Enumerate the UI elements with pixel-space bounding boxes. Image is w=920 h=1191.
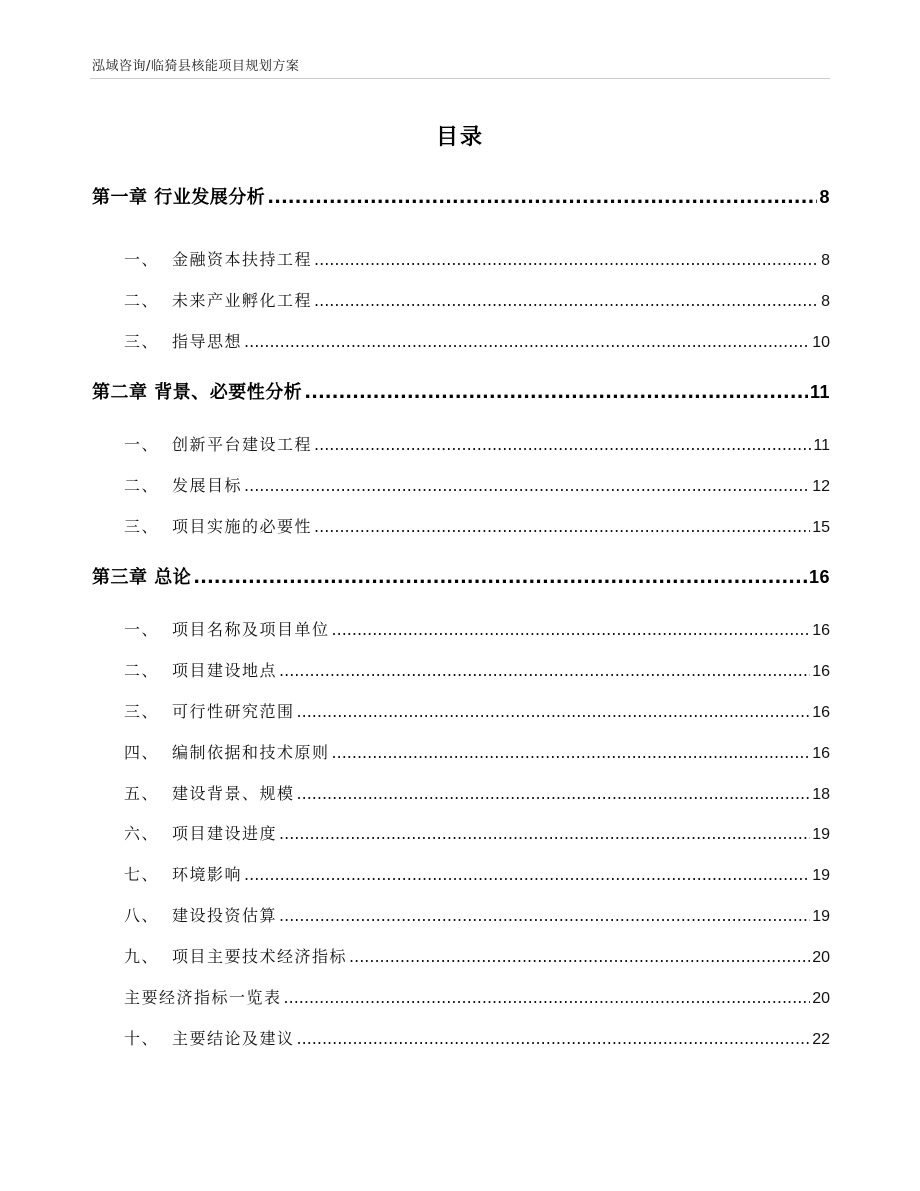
toc-section-number: 七、: [124, 865, 160, 884]
toc-section-number: 五、: [124, 784, 160, 803]
toc-entry-label: 项目名称及项目单位: [172, 620, 330, 639]
toc-leader-dots: [332, 743, 811, 762]
toc-section-2-3[interactable]: [124, 514, 830, 537]
toc-leader-dots: [284, 988, 811, 1007]
toc-entry-label: 建设投资估算: [172, 906, 278, 925]
toc-entry-label: 项目实施的必要性: [172, 517, 313, 536]
toc-page-number: 16: [812, 704, 830, 721]
toc-section-3-3[interactable]: [124, 699, 830, 722]
toc-entry-label: 第二章 背景、必要性分析: [92, 382, 303, 403]
toc-leader-dots: [244, 332, 810, 351]
toc-leader-dots: [314, 435, 811, 454]
toc-section-3-10[interactable]: [124, 1026, 830, 1049]
toc-entry-label: 建设背景、规模: [172, 784, 295, 803]
toc-leader-dots: [297, 1029, 811, 1048]
toc-section-1-2[interactable]: [124, 288, 830, 311]
toc-section-number: 三、: [124, 517, 160, 536]
toc-section-3-5[interactable]: [124, 781, 830, 804]
toc-page-number: 8: [821, 252, 830, 269]
toc-entry-label: 项目建设地点: [172, 661, 278, 680]
toc-page-number: 12: [812, 478, 830, 495]
toc-title: 目录: [435, 125, 484, 150]
toc-leader-dots: [297, 702, 811, 721]
toc-entry-label: 发展目标: [172, 476, 243, 495]
toc-leader-dots: [314, 291, 819, 310]
toc-section-number: 二、: [124, 291, 160, 310]
toc-section-3-9[interactable]: [124, 944, 830, 967]
toc-leader-dots: [244, 865, 810, 884]
toc-entry-label: 指导思想: [172, 332, 243, 351]
toc-section-number: 四、: [124, 743, 160, 762]
toc-page-number: 20: [812, 949, 830, 966]
toc-leader-dots: [314, 250, 819, 269]
toc-leader-dots: [279, 661, 810, 680]
toc-section-number: 二、: [124, 476, 160, 495]
toc-page-number: 16: [812, 663, 830, 680]
toc-entry-label: 编制依据和技术原则: [172, 743, 330, 762]
toc-section-number: 九、: [124, 947, 160, 966]
toc-subsection-key-indicators[interactable]: [124, 985, 830, 1008]
toc-page-number: 8: [821, 293, 830, 310]
toc-section-2-1[interactable]: [124, 432, 830, 455]
toc-leader-dots: [349, 947, 810, 966]
toc-entry-label: 第三章 总论: [92, 567, 192, 588]
toc-entry-label: 项目建设进度: [172, 824, 278, 843]
toc-entry-label: 主要结论及建议: [172, 1029, 295, 1048]
toc-section-1-3[interactable]: [124, 329, 830, 352]
toc-page-number: 11: [813, 437, 830, 454]
toc-page-number: 19: [812, 867, 830, 884]
toc-leader-dots: [314, 517, 810, 536]
toc-section-3-6[interactable]: [124, 821, 830, 844]
toc-page-number: 19: [812, 826, 830, 843]
toc-entry-label: 创新平台建设工程: [172, 435, 313, 454]
toc-section-3-7[interactable]: [124, 862, 830, 885]
toc-section-1-1[interactable]: [124, 247, 830, 270]
toc-entry-label: 未来产业孵化工程: [172, 291, 313, 310]
toc-page-number: 11: [809, 382, 830, 402]
toc-section-number: 十、: [124, 1029, 160, 1048]
toc-leader-dots: [279, 906, 810, 925]
toc-entry-label: 环境影响: [172, 865, 243, 884]
toc-page-number: 16: [812, 622, 830, 639]
toc-page-number: 18: [812, 786, 830, 803]
toc-page-number: 8: [819, 187, 830, 207]
toc-section-number: 一、: [124, 250, 160, 269]
toc-page-number: 16: [812, 745, 830, 762]
toc-entry-label: 主要经济指标一览表: [124, 988, 282, 1007]
toc-leader-dots: [267, 187, 817, 208]
running-header: 泓域咨询/临猗县核能项目规划方案: [92, 59, 300, 74]
toc-entry-label: 第一章 行业发展分析: [92, 187, 266, 208]
toc-section-number: 一、: [124, 435, 160, 454]
toc-chapter-2[interactable]: [92, 378, 830, 404]
toc-leader-dots: [297, 784, 811, 803]
toc-section-3-2[interactable]: [124, 658, 830, 681]
toc-section-number: 一、: [124, 620, 160, 639]
toc-entry-label: 金融资本扶持工程: [172, 250, 313, 269]
toc-page-number: 10: [812, 334, 830, 351]
toc-section-number: 三、: [124, 332, 160, 351]
toc-section-3-1[interactable]: [124, 617, 830, 640]
toc-entry-label: 可行性研究范围: [172, 702, 295, 721]
toc-leader-dots: [193, 567, 807, 588]
toc-entry-label: 项目主要技术经济指标: [172, 947, 348, 966]
toc-leader-dots: [279, 824, 810, 843]
toc-page-number: 15: [812, 519, 830, 536]
toc-page-number: 16: [808, 567, 830, 587]
toc-section-number: 二、: [124, 661, 160, 680]
toc-section-number: 六、: [124, 824, 160, 843]
toc-page-number: 19: [812, 908, 830, 925]
toc-chapter-3[interactable]: [92, 563, 830, 589]
toc-section-3-4[interactable]: [124, 740, 830, 763]
toc-page-number: 22: [812, 1031, 830, 1048]
toc-section-number: 三、: [124, 702, 160, 721]
toc-leader-dots: [244, 476, 810, 495]
toc-chapter-1[interactable]: [92, 183, 830, 209]
toc-page-number: 20: [812, 990, 830, 1007]
toc-section-2-2[interactable]: [124, 473, 830, 496]
toc-leader-dots: [304, 382, 808, 403]
toc-leader-dots: [332, 620, 811, 639]
toc-section-number: 八、: [124, 906, 160, 925]
toc-section-3-8[interactable]: [124, 903, 830, 926]
